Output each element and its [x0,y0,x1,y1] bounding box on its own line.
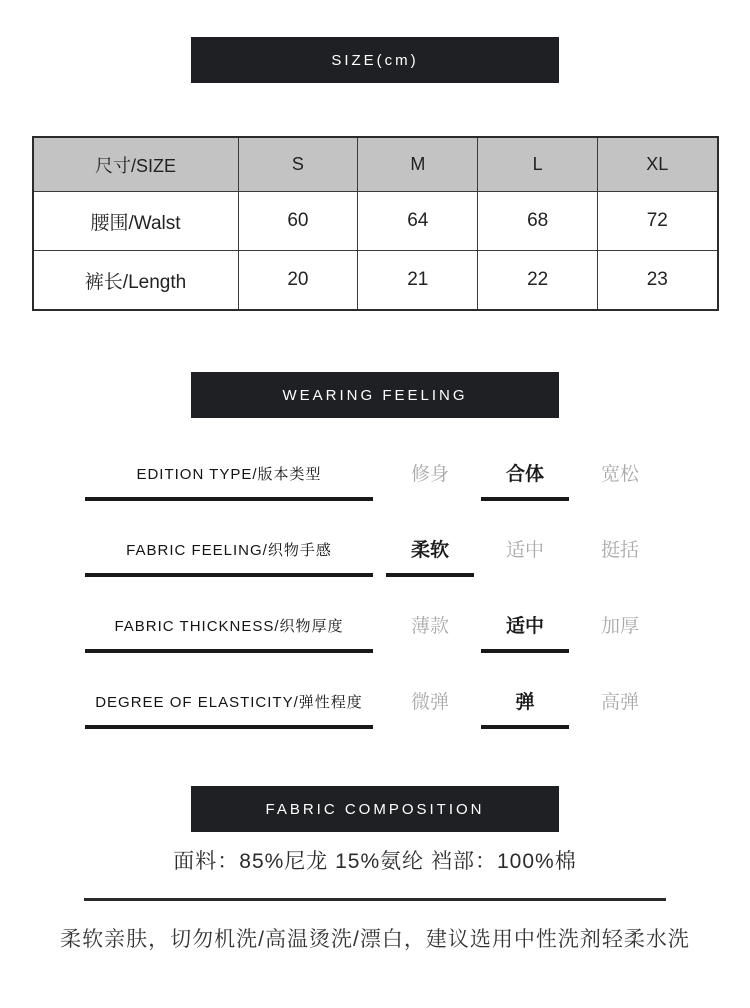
wearing-option: 挺括 [600,540,639,561]
fabric-composition-text: 面料：85%尼龙 15%氨纶 裆部：100%棉 [173,850,577,873]
wearing-row-label: EDITION TYPE/版本类型 [85,463,373,501]
wearing-row-fabric-feeling [0,501,750,577]
wearing-row-elasticity [0,653,750,729]
wearing-option: 修身 [410,464,449,485]
table-cell: 20 [238,251,358,311]
size-table-header-row [33,137,718,192]
size-table-header-cell: 尺寸/SIZE [33,137,239,192]
wearing-option: 微弹 [410,692,449,713]
wearing-row-label: DEGREE OF ELASTICITY/弹性程度 [85,691,373,729]
wearing-feeling-banner-title: WEARING FEELING [282,386,468,404]
wearing-row-fabric-thickness [0,577,750,653]
table-row [33,251,718,311]
table-cell: 72 [598,192,718,251]
wearing-option: 适中 [505,540,544,561]
wearing-option: 弹 [481,687,569,729]
wearing-option: 适中 [481,611,569,653]
wearing-option: 加厚 [600,616,639,637]
fabric-composition-banner [191,786,559,832]
table-cell: 68 [478,192,598,251]
wearing-feeling-banner [191,372,559,418]
fabric-composition-section [0,786,750,953]
care-instructions-text: 柔软亲肤，切勿机洗/高温烫洗/漂白，建议选用中性洗剂轻柔水洗 [60,928,690,951]
size-table-header-cell: L [478,137,598,192]
row-label-length: 裤长/Length [33,251,239,311]
size-table [32,136,719,311]
wearing-option: 宽松 [600,464,639,485]
fabric-composition-banner-title: FABRIC COMPOSITION [265,800,485,818]
table-cell: 23 [598,251,718,311]
wearing-option: 合体 [481,459,569,501]
table-row [33,192,718,251]
size-banner-title: SIZE(cm) [331,51,419,69]
size-table-header-cell: S [238,137,358,192]
size-table-header-cell: XL [598,137,718,192]
wearing-option: 柔软 [386,535,474,577]
size-section [0,37,750,311]
wearing-option: 高弹 [600,692,639,713]
size-table-header-cell: M [358,137,478,192]
table-cell: 22 [478,251,598,311]
wearing-feeling-rows [0,418,750,729]
wearing-row-edition-type [0,425,750,501]
size-banner [191,37,559,83]
row-label-waist: 腰围/Walst [33,192,239,251]
wearing-feeling-section [0,372,750,729]
wearing-row-label: FABRIC FEELING/织物手感 [85,539,373,577]
divider [84,898,666,901]
table-cell: 64 [358,192,478,251]
wearing-option: 薄款 [410,616,449,637]
table-cell: 21 [358,251,478,311]
table-cell: 60 [238,192,358,251]
wearing-row-label: FABRIC THICKNESS/织物厚度 [85,615,373,653]
